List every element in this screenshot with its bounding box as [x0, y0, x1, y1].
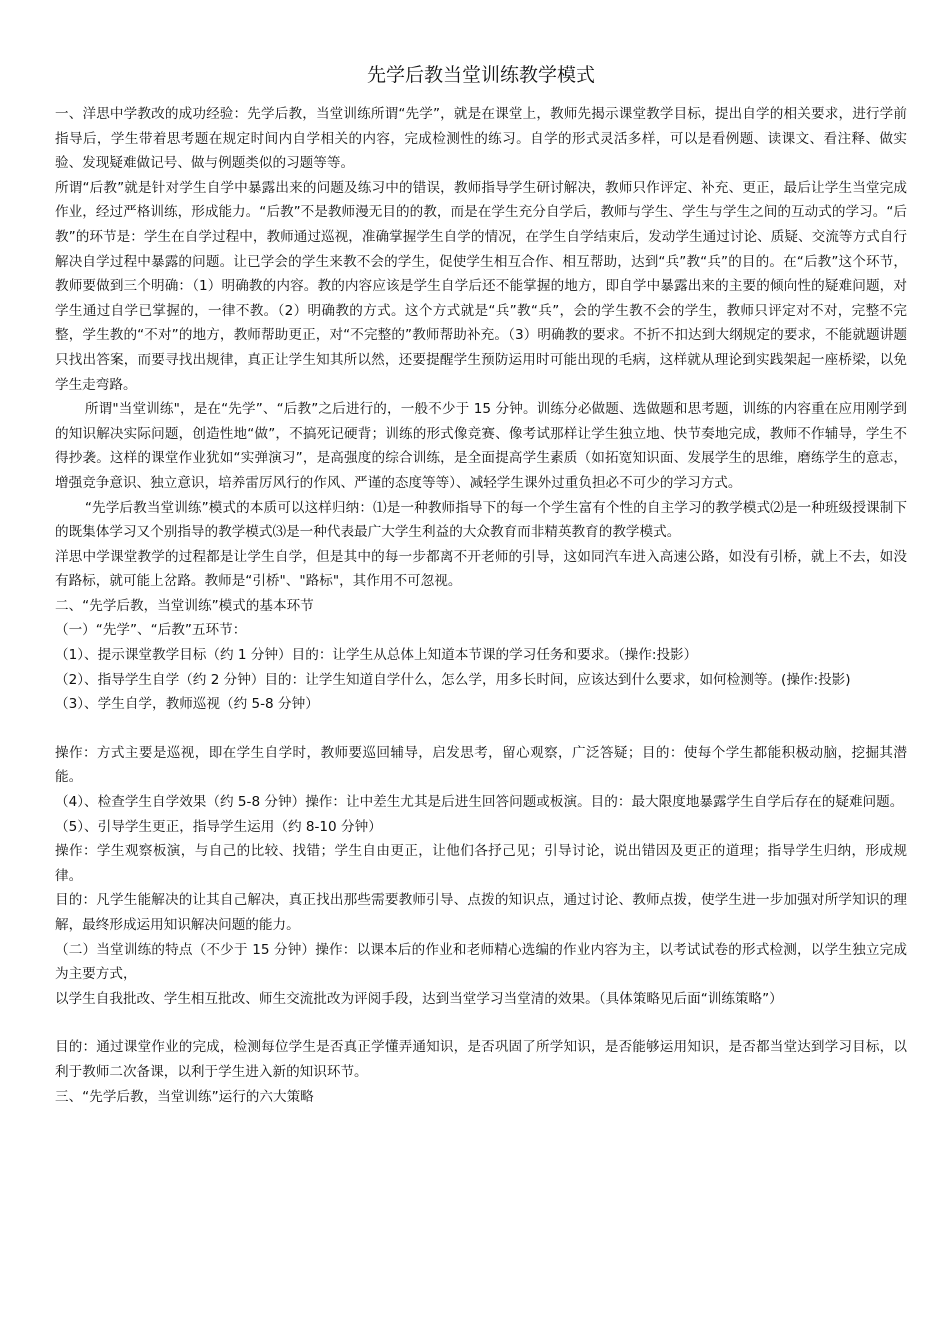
paragraph-grading: 以学生自我批改、学生相互批改、师生交流批改为评阅手段，达到当堂学习当堂清的效果。（具体策略见后面“训练策略”）	[55, 990, 783, 1007]
step-5-purpose: 目的：凡学生能解决的让其自己解决，真正找出那些需要教师引导、点拨的知识点，通过讨论、教师点拨，使学生进一步加强对所学知识的理解，最终形成运用知识解决问题的能力。	[55, 892, 907, 933]
step-3: （3）、学生自学，教师巡视（约 5-8 分钟）	[55, 696, 319, 713]
section-heading-six-strategies: 三、“先学后教，当堂训练”运行的六大策略	[55, 1088, 314, 1105]
blank-line	[55, 1011, 907, 1035]
paragraph-training-purpose: 目的：通过课堂作业的完成，检测每位学生是否真正学懂弄通知识，是否巩固了所学知识，是否能够运用知识，是否都当堂达到学习目标，以利于教师二次备课，以利于学生进入新的知识环节。	[55, 1039, 907, 1080]
document-title: 先学后教当堂训练教学模式	[366, 64, 595, 86]
paragraph-experience-intro: 一、洋思中学教改的成功经验：先学后教，当堂训练所谓“先学”，就是在课堂上，教师先揭示课堂教学目标，提出自学的相关要求，进行学前指导后，学生带着思考题在规定时间内自学相关的内容，完成检测性的练习。自学的形式灵活多样，可以是看例题、读课文、看注释、做实验、发现疑难做记号、做与例题类似的习题等等。	[55, 106, 907, 172]
step-4: （4）、检查学生自学效果（约 5-8 分钟）操作：让中差生尤其是后进生回答问题或板演。目的：最大限度地暴露学生自学后存在的疑难问题。	[55, 794, 904, 811]
subheading-training-features: （二）当堂训练的特点（不少于 15 分钟）操作：以课本后的作业和老师精心选编的作业内容为主，以考试试卷的形式检测，以学生独立完成为主要方式，	[55, 941, 907, 983]
step-5-operation: 操作：学生观察板演，与自己的比较、找错；学生自由更正，让他们各抒己见；引导讨论，说出错因及更正的道理；指导学生归纳，形成规律。	[55, 843, 907, 884]
blank-line	[55, 717, 907, 741]
paragraph-houjiao: 所谓“后教”就是针对学生自学中暴露出来的问题及练习中的错误，教师指导学生研讨解决，教师只作评定、补充、更正，最后让学生当堂完成作业，经过严格训练，形成能力。“后教”不是教师漫无目的的教，而是在学生充分自学后，教师与学生、学生与学生之间的互动式的学习。“后教”的环节是：学生在自学过程中，教师通过巡视，准确掌握学生自学的情况，在学生自学结束后，发动学生通过讨论、质疑、交流等方式自行解决自学过程中暴露的问题。让已学会的学生来教不会的学生，促使学生相互合作、相互帮助，达到“兵”教“兵”的目的。在“后教”这个环节，教师要做到三个明确：（1）明确教的内容。教的内容应该是学生自学后还不能掌握的地方，即自学中暴露出来的主要的倾向性的疑难问题，对学生通过自学已掌握的，一律不教。（2）明确教的方式。这个方式就是“兵”教“兵”，会的学生教不会的学生，教师只评定对不对，完整不完整，学生教的“不对”的地方，教师帮助更正，对“不完整的”教师帮助补充。（3）明确教的要求。不折不扣达到大纲规定的要求，不能就题讲题只找出答案，而要寻找出规律，真正让学生知其所以然，还要提醒学生预防运用时可能出现的毛病，这样就从理论到实践架起一座桥梁，以免学生走弯路。	[55, 179, 907, 393]
paragraph-teacher-guidance: 洋思中学课堂教学的过程都是让学生自学，但是其中的每一步都离不开老师的引导，这如同汽车进入高速公路，如没有引桥，就上不去，如没有路标，就可能上岔路。教师是“引桥"、"路标"，其作用不可忽视。	[55, 548, 907, 590]
step-1: （1）、提示课堂教学目标（约 1 分钟）目的：让学生从总体上知道本节课的学习任务和要求。（操作:投影）	[55, 647, 698, 664]
step-2: （2）、指导学生自学（约 2 分钟）目的：让学生知道自学什么，怎么学，用多长时间，应该达到什么要求，如何检测等。(操作:投影)	[55, 671, 851, 688]
document-page	[55, 62, 907, 1109]
paragraph-model-essence: “先学后教当堂训练”模式的本质可以这样归纳：⑴是一种教师指导下的每一个学生富有个性的自主学习的教学模式⑵是一种班级授课制下的既集体学习又个别指导的教学模式⑶是一种代表最广大学生利益的大众教育而非精英教育的教学模式。	[55, 499, 907, 541]
step-3-operation: 操作：方式主要是巡视，即在学生自学时，教师要巡回辅导，启发思考，留心观察，广泛答疑；目的：使每个学生都能积极动脑，挖掘其潜能。	[55, 744, 907, 786]
step-5: （5）、引导学生更正，指导学生运用（约 8-10 分钟）	[55, 818, 382, 835]
paragraph-dangtang-xunlian: 所谓"当堂训练"，是在“先学”、“后教”之后进行的，一般不少于 15 分钟。训练分必做题、选做题和思考题，训练的内容重在应用刚学到的知识解决实际问题，创造性地“做”，不搞死记硬背；训练的形式像竞赛、像考试那样让学生独立地、快节奏地完成，教师不作辅导，学生不得抄袭。这样的课堂作业犹如“实弹演习”，是高强度的综合训练，是全面提高学生素质（如拓宽知识面、发展学生的思维，磨练学生的意志，增强竞争意识、独立意识，培养雷厉风行的作风、严谨的态度等等）、减轻学生课外过重负担必不可少的学习方式。	[55, 401, 907, 491]
subheading-five-steps: （一）“先学”、“后教”五环节：	[55, 622, 247, 639]
section-heading-basic-steps: 二、“先学后教，当堂训练”模式的基本环节	[55, 597, 314, 614]
